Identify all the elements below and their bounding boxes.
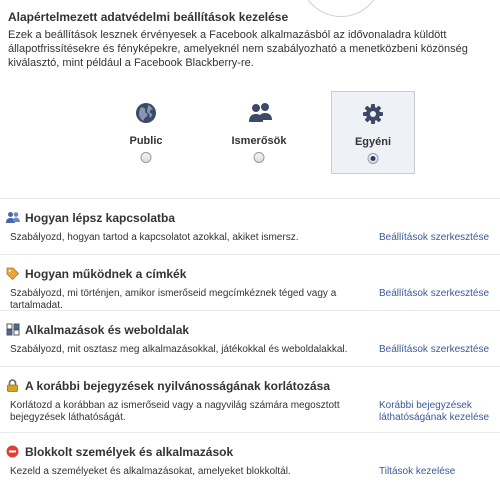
audience-option-public[interactable] bbox=[104, 91, 188, 174]
section-description: Szabályozd, mi történjen, amikor ismerőseid megcímkéznek téged vagy a tartalmadat. bbox=[10, 288, 337, 311]
section-description: Korlátozd a korábban az ismerőseid vagy a nagyvilág számára megosztott bejegyzések láthatóságát. bbox=[10, 400, 340, 423]
globe-icon bbox=[135, 102, 157, 124]
edit-settings-link[interactable]: Beállítások szerkesztése bbox=[379, 232, 490, 243]
option-label: Public bbox=[129, 135, 163, 147]
list-item-apps bbox=[0, 310, 500, 365]
manage-past-posts-link[interactable]: Korábbi bejegyzések láthatóságának kezelése bbox=[379, 400, 490, 423]
apps-icon bbox=[6, 323, 19, 336]
audience-option-custom[interactable] bbox=[331, 91, 415, 174]
manage-blocking-link[interactable]: Tiltások kezelése bbox=[379, 466, 456, 477]
tag-icon bbox=[6, 267, 19, 280]
section-description: Szabályozd, hogyan tartod a kapcsolatot azokkal, akiket ismersz. bbox=[10, 232, 299, 243]
list-item-connections bbox=[0, 198, 500, 253]
option-radio-friends[interactable] bbox=[254, 152, 265, 163]
edit-settings-link[interactable]: Beállítások szerkesztése bbox=[379, 288, 490, 299]
section-heading: Hogyan lépsz kapcsolatba bbox=[25, 211, 176, 225]
audience-option-friends[interactable] bbox=[217, 91, 301, 174]
list-item-past-posts bbox=[0, 366, 500, 433]
section-description: Kezeld a személyeket és alkalmazásokat, amelyeket blokkoltál. bbox=[10, 466, 291, 477]
option-label: Egyéni bbox=[354, 136, 392, 148]
lock-icon bbox=[6, 379, 19, 392]
option-radio-public[interactable] bbox=[141, 152, 152, 163]
section-title: Alapértelmezett adatvédelmi beállítások kezelése bbox=[8, 10, 289, 24]
friends-icon bbox=[248, 102, 270, 124]
section-heading: Alkalmazások és weboldalak bbox=[25, 323, 190, 337]
block-icon bbox=[6, 445, 19, 458]
option-label: Ismerősök bbox=[231, 135, 287, 147]
list-item-blocking bbox=[0, 432, 500, 487]
section-heading: Blokkolt személyek és alkalmazások bbox=[25, 445, 234, 459]
profile-circle-outline bbox=[300, 0, 382, 17]
section-description: Ezek a beállítások lesznek érvényesek a Facebook alkalmazásból az idővonaladra küldött állapotfrissítésekre és fényképekre, amelyeknél nem szabályozható a menetközbeni közönség kiválasztó, mint például a Facebook Blackberry-re. bbox=[8, 29, 468, 69]
list-item-tags bbox=[0, 254, 500, 309]
gear-icon bbox=[362, 103, 384, 125]
option-radio-custom[interactable] bbox=[368, 153, 379, 164]
people-icon bbox=[6, 211, 19, 224]
edit-settings-link[interactable]: Beállítások szerkesztése bbox=[379, 344, 490, 355]
section-heading: A korábbi bejegyzések nyilvánosságának korlátozása bbox=[25, 379, 331, 393]
section-heading: Hogyan működnek a címkék bbox=[25, 267, 187, 281]
section-description: Szabályozd, mit osztasz meg alkalmazásokkal, játékokkal és weboldalakkal. bbox=[10, 344, 348, 355]
